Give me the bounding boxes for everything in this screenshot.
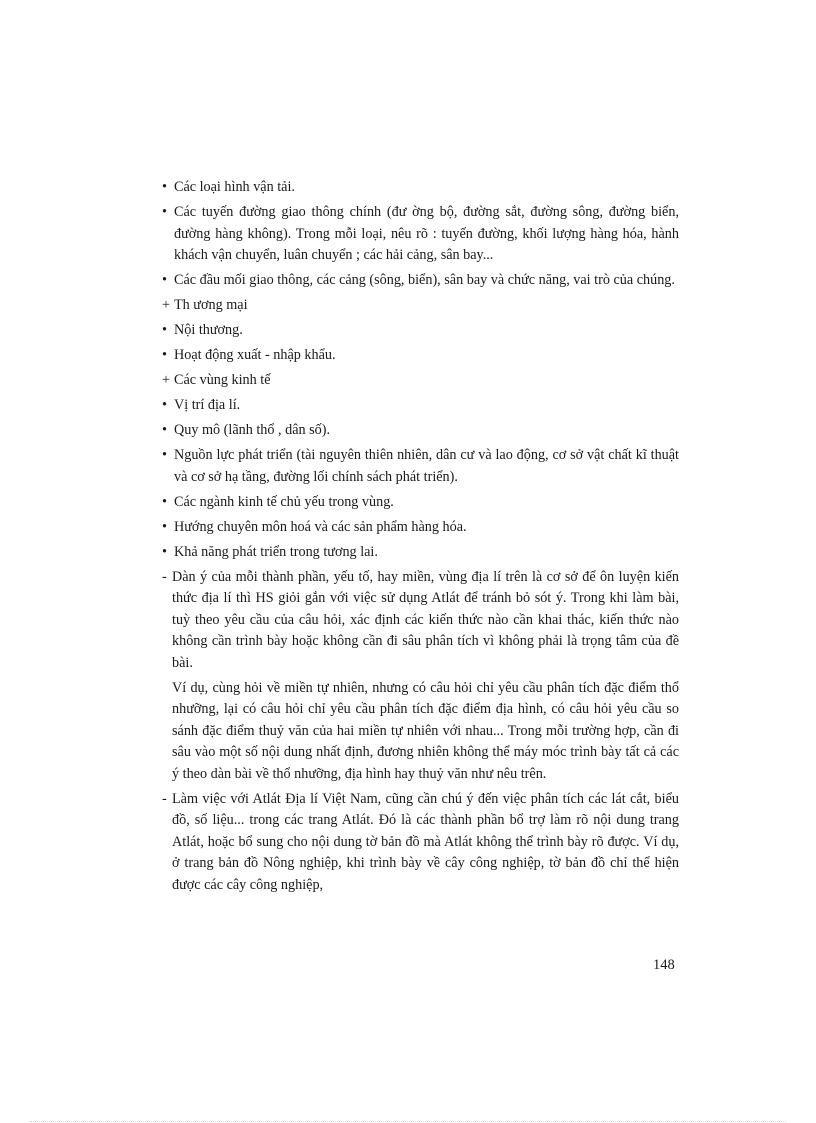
paragraph-atlas-work: - Làm việc với Atlát Địa lí Việt Nam, cũng cần chú ý đến việc phân tích các lát cắt, biểu đồ, số liệu... trong các trang Atlát. Đó là các thành phần bổ trợ làm rõ nội dung trang Atlát, hoặc bổ sung cho nội dung tờ bản đồ mà Atlát không thể trình bày rõ được. Ví dụ, ở trang bản đồ Nông nghiệp, khi trình bày về cây công nghiệp, tờ bản đồ chỉ thể hiện được các cây công nghiệp, — [162, 789, 679, 897]
bullet-resources: • Nguồn lực phát triển (tài nguyên thiên nhiên, dân cư và lao động, cơ sở vật chất kĩ thuật và cơ sở hạ tầng, đường lối chính sách phát triển). — [162, 445, 679, 488]
bullet-main-routes: • Các tuyến đường giao thông chính (đư ờng bộ, đường sắt, đường sông, đường biển, đường hàng không). Trong mỗi loại, nêu rõ : tuyến đường, khối lượng hàng hóa, hành khách vận chuyển, luân chuyển ; các hải cảng, sân bay... — [162, 202, 679, 267]
paragraph-example: Ví dụ, cùng hỏi về miền tự nhiên, nhưng có câu hỏi chỉ yêu cầu phân tích đặc điểm thổ nhưỡng, lại có câu hỏi chỉ yêu cầu phân tích đặc điểm địa hình, có câu hỏi yêu cầu so sánh đặc điểm thuỷ văn của hai miền tự nhiên với nhau... Trong mỗi trường hợp, cần đi sâu vào một số nội dung nhất định, đương nhiên không thể máy móc trình bày tất cả các ý theo dàn bài về thổ nhưỡng, địa hình hay thuỷ văn như nêu trên. — [172, 679, 679, 782]
footer-divider — [30, 1121, 786, 1122]
paragraph-outline-basis: - Dàn ý của mỗi thành phần, yếu tố, hay miền, vùng địa lí trên là cơ sở để ôn luyện kiến thức địa lí thì HS giỏi gắn với việc sử dụng Atlát để tránh bỏ sót ý. Trong khi làm bài, tuỳ theo yêu cầu của câu hỏi, xác định các kiến thức nào cần khai thác, kiến thức nào không cần trình bày hoặc không cần đi sâu phân tích vì không phải là trọng tâm của đề bài. — [162, 567, 679, 675]
page-number: 148 — [653, 957, 675, 973]
bullet-transport-types: • Các loại hình vận tải. — [162, 177, 679, 199]
bullet-specialization: • Hướng chuyên môn hoá và các sản phẩm hàng hóa. — [162, 517, 679, 539]
bullet-import-export: • Hoạt động xuất - nhập khẩu. — [162, 345, 679, 367]
bullet-transport-hubs: • Các đầu mối giao thông, các cảng (sông, biển), sân bay và chức năng, vai trò của chúng. — [162, 270, 679, 292]
bullet-scale: • Quy mô (lãnh thổ , dân số). — [162, 420, 679, 442]
page-body — [162, 177, 679, 900]
heading-trade: + Th ương mại — [162, 295, 679, 317]
bullet-location: • Vị trí địa lí. — [162, 395, 679, 417]
bullet-main-industries: • Các ngành kinh tế chủ yếu trong vùng. — [162, 492, 679, 514]
heading-economic-regions: + Các vùng kinh tế — [162, 370, 679, 392]
bullet-future-development: • Khả năng phát triển trong tương lai. — [162, 542, 679, 564]
bullet-domestic-trade: • Nội thương. — [162, 320, 679, 342]
